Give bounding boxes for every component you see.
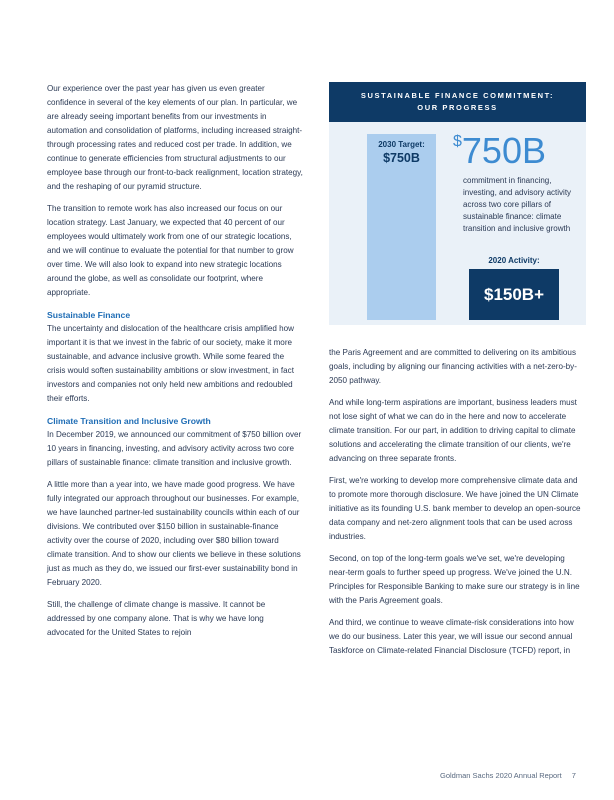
left-paragraph-6: Still, the challenge of climate change is massive. It cannot be addressed by one company alone. That is why we have long advocated for the United States to rejoin — [47, 600, 266, 637]
left-paragraph-1: Our experience over the past year has given us even greater confidence in several of the key elements of our plan. In particular, we are already seeing important benefits from our investments in automation and consolidation of platforms, including increased straight-through processing rates and reduced cost per trade. In addition, we continue to generate efficiencies from structural adjustments to our employee base through our front-to-back realignment, location strategy, and the reshaping of our pyramid structure. — [47, 84, 303, 191]
target-label-block — [367, 139, 436, 166]
left-column — [47, 82, 303, 648]
panel-header — [329, 82, 586, 122]
panel-title-line-1: SUSTAINABLE FINANCE COMMITMENT: — [360, 91, 555, 100]
activity-value: $150B+ — [483, 284, 545, 304]
left-paragraph-5: A little more than a year into, we have made good progress. We have fully integrated our approach throughout our businesses. For example, we have launched partner-led sustainability councils within each of our divisions. We contributed over $150 billion in sustainable-finance activity over the course of 2020, including over $80 billion toward climate transition. And to show our clients we believe in these solutions just as much as they do, we issued our first-ever sustainability bond in February 2020. — [47, 480, 301, 587]
heading-sustainable-finance: Sustainable Finance — [47, 310, 131, 320]
panel-title-line-2: OUR PROGRESS — [417, 103, 498, 112]
left-paragraph-2: The transition to remote work has also increased our focus on our location strategy. Last January, we expected that 40 percent of our employees would ultimately work from one of our strategic locations, and we will continue to evaluate the potential for that number to grow over time. We will also look to expand into new strategic locations around the globe, as well as consolidate our footprint, where appropriate. — [47, 204, 294, 297]
right-paragraph-5: And third, we continue to weave climate-risk considerations into how we do our business. Later this year, we will issue our second annual Taskforce on Climate-related Financial Disclosure (TCFD) report, in — [329, 618, 574, 655]
right-paragraph-2: And while long-term aspirations are important, business leaders must not lose sight of what we can do in the here and now to accelerate climate transition. For our part, in addition to driving capital to climate solutions and accelerating the climate transition of our clients, we're advancing on three separate fronts. — [329, 398, 577, 463]
activity-label: 2020 Activity: — [488, 256, 540, 265]
page-footer — [440, 771, 576, 780]
activity-bar — [469, 269, 559, 320]
right-paragraph-1: the Paris Agreement and are committed to delivering on its ambitious goals, including by aligning our financing activities with a net-zero-by-2050 pathway. — [329, 348, 577, 385]
heading-climate-transition: Climate Transition and Inclusive Growth — [47, 416, 211, 426]
footer-report-title: Goldman Sachs 2020 Annual Report — [440, 771, 562, 780]
page-number: 7 — [571, 771, 576, 780]
right-paragraph-4: Second, on top of the long-term goals we've set, we're developing near-term goals to further speed up progress. We've joined the U.N. Principles for Responsible Banking to make sure our strategy is in line with the Paris Agreement goals. — [329, 554, 580, 605]
right-paragraph-3: First, we're working to develop more comprehensive climate data and to promote more thorough disclosure. We have joined the UN Climate initiative as its founding U.S. bank member to develop an open-source data company and net-zero alignment tools that can be used across industries. — [329, 476, 581, 541]
target-value: $750B — [383, 151, 420, 165]
target-label: 2030 Target: — [378, 140, 425, 149]
big-figure-currency: $ — [453, 133, 462, 150]
commitment-description: commitment in financing, investing, and advisory activity across two core pillars of sustainable finance: climate transition and inclusive growth — [463, 176, 572, 233]
left-paragraph-4: In December 2019, we announced our commitment of $750 billion over 10 years in financing, investing, and advisory activity across two core pillars of sustainable finance: climate transition and inclusive growth. — [47, 430, 302, 467]
big-figure-value: 750B — [461, 130, 546, 171]
big-figure — [453, 131, 546, 171]
right-column — [329, 346, 583, 666]
commitment-panel — [329, 82, 586, 325]
left-paragraph-3: The uncertainty and dislocation of the healthcare crisis amplified how important it is that we invest in the fabric of our society, make it more sustainable, and advance inclusive growth. While some feared the crisis would soften sustainability ambitions or slow investment, in fact investors and companies not only held new ambitions and redoubled their efforts. — [47, 324, 294, 403]
